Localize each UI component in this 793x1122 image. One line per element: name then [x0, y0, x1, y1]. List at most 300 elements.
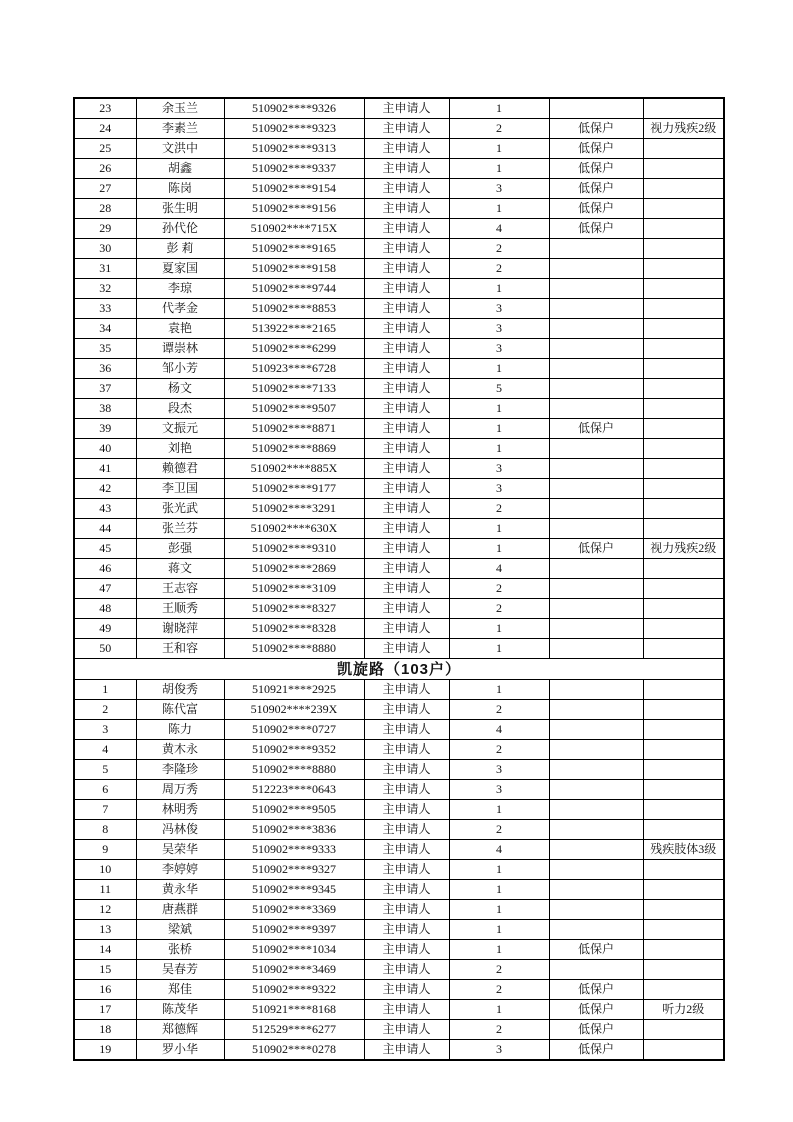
cell-row-number: 35: [74, 339, 136, 359]
cell-applicant-name: 谢晓萍: [136, 619, 224, 639]
cell-applicant-name: 杨文: [136, 379, 224, 399]
cell-applicant-type: 主申请人: [364, 599, 449, 619]
cell-row-number: 48: [74, 599, 136, 619]
cell-row-number: 49: [74, 619, 136, 639]
cell-applicant-type: 主申请人: [364, 119, 449, 139]
cell-applicant-type: 主申请人: [364, 559, 449, 579]
cell-id-number: 510902****9352: [224, 740, 364, 760]
cell-row-number: 16: [74, 980, 136, 1000]
cell-disability-remark: [643, 820, 724, 840]
cell-applicant-type: 主申请人: [364, 259, 449, 279]
cell-applicant-type: 主申请人: [364, 159, 449, 179]
cell-row-number: 3: [74, 720, 136, 740]
cell-row-number: 1: [74, 680, 136, 700]
cell-household-count: 2: [449, 239, 549, 259]
cell-row-number: 31: [74, 259, 136, 279]
cell-applicant-name: 李素兰: [136, 119, 224, 139]
cell-household-count: 3: [449, 339, 549, 359]
cell-applicant-type: 主申请人: [364, 419, 449, 439]
table-row: [74, 219, 724, 239]
cell-applicant-type: 主申请人: [364, 399, 449, 419]
cell-disability-remark: [643, 299, 724, 319]
cell-id-number: 510902****3109: [224, 579, 364, 599]
table-row: [74, 1020, 724, 1040]
cell-household-count: 2: [449, 960, 549, 980]
cell-welfare-status: [549, 619, 643, 639]
table-row: [74, 740, 724, 760]
table-row: [74, 119, 724, 139]
cell-applicant-name: 吴春芳: [136, 960, 224, 980]
cell-applicant-type: 主申请人: [364, 700, 449, 720]
cell-household-count: 1: [449, 359, 549, 379]
cell-row-number: 25: [74, 139, 136, 159]
cell-applicant-type: 主申请人: [364, 359, 449, 379]
table-row: [74, 840, 724, 860]
cell-household-count: 1: [449, 1000, 549, 1020]
cell-id-number: 510902****9345: [224, 880, 364, 900]
cell-applicant-type: 主申请人: [364, 980, 449, 1000]
cell-applicant-name: 蒋文: [136, 559, 224, 579]
cell-welfare-status: [549, 860, 643, 880]
cell-welfare-status: [549, 720, 643, 740]
table-row: [74, 760, 724, 780]
section-title: 凯旋路（103户）: [74, 659, 724, 680]
cell-disability-remark: [643, 419, 724, 439]
cell-row-number: 10: [74, 860, 136, 880]
cell-id-number: 510902****0727: [224, 720, 364, 740]
cell-applicant-name: 梁斌: [136, 920, 224, 940]
table-row: [74, 960, 724, 980]
cell-applicant-type: 主申请人: [364, 459, 449, 479]
cell-id-number: 510902****9154: [224, 179, 364, 199]
cell-household-count: 1: [449, 920, 549, 940]
table-row: [74, 279, 724, 299]
cell-household-count: 1: [449, 98, 549, 119]
cell-disability-remark: [643, 700, 724, 720]
cell-row-number: 34: [74, 319, 136, 339]
cell-disability-remark: [643, 179, 724, 199]
table-row: [74, 880, 724, 900]
table-row: [74, 1000, 724, 1020]
cell-row-number: 19: [74, 1040, 136, 1061]
cell-household-count: 3: [449, 299, 549, 319]
cell-applicant-name: 刘艳: [136, 439, 224, 459]
cell-applicant-name: 李隆珍: [136, 760, 224, 780]
table-row: [74, 459, 724, 479]
cell-welfare-status: [549, 920, 643, 940]
cell-household-count: 3: [449, 760, 549, 780]
cell-row-number: 7: [74, 800, 136, 820]
cell-applicant-type: 主申请人: [364, 740, 449, 760]
cell-disability-remark: [643, 900, 724, 920]
cell-welfare-status: [549, 599, 643, 619]
cell-disability-remark: [643, 880, 724, 900]
cell-disability-remark: [643, 720, 724, 740]
cell-id-number: 510902****8880: [224, 639, 364, 659]
cell-welfare-status: [549, 519, 643, 539]
cell-row-number: 36: [74, 359, 136, 379]
cell-applicant-type: 主申请人: [364, 1000, 449, 1020]
table-row: [74, 159, 724, 179]
cell-household-count: 1: [449, 159, 549, 179]
cell-disability-remark: [643, 98, 724, 119]
cell-welfare-status: [549, 680, 643, 700]
cell-welfare-status: [549, 639, 643, 659]
cell-welfare-status: [549, 259, 643, 279]
cell-household-count: 1: [449, 439, 549, 459]
table-row: [74, 599, 724, 619]
cell-household-count: 4: [449, 559, 549, 579]
cell-applicant-type: 主申请人: [364, 639, 449, 659]
cell-household-count: 4: [449, 840, 549, 860]
cell-row-number: 47: [74, 579, 136, 599]
cell-household-count: 3: [449, 780, 549, 800]
cell-applicant-type: 主申请人: [364, 820, 449, 840]
cell-disability-remark: [643, 239, 724, 259]
cell-disability-remark: [643, 159, 724, 179]
cell-applicant-name: 袁艳: [136, 319, 224, 339]
cell-applicant-name: 郑佳: [136, 980, 224, 1000]
cell-id-number: 512529****6277: [224, 1020, 364, 1040]
cell-disability-remark: 视力残疾2级: [643, 539, 724, 559]
cell-row-number: 42: [74, 479, 136, 499]
cell-disability-remark: [643, 1020, 724, 1040]
table-row: [74, 940, 724, 960]
cell-id-number: 510921****8168: [224, 1000, 364, 1020]
cell-applicant-name: 彭强: [136, 539, 224, 559]
cell-disability-remark: [643, 519, 724, 539]
cell-applicant-type: 主申请人: [364, 98, 449, 119]
cell-applicant-name: 谭崇林: [136, 339, 224, 359]
cell-row-number: 23: [74, 98, 136, 119]
cell-applicant-type: 主申请人: [364, 920, 449, 940]
cell-welfare-status: 低保户: [549, 199, 643, 219]
cell-welfare-status: 低保户: [549, 179, 643, 199]
cell-id-number: 510902****6299: [224, 339, 364, 359]
cell-disability-remark: [643, 680, 724, 700]
cell-id-number: 510902****3469: [224, 960, 364, 980]
cell-welfare-status: [549, 559, 643, 579]
cell-welfare-status: 低保户: [549, 1000, 643, 1020]
cell-applicant-name: 赖德君: [136, 459, 224, 479]
cell-welfare-status: [549, 900, 643, 920]
applicant-roster-table: [73, 97, 725, 1061]
cell-id-number: 510902****9158: [224, 259, 364, 279]
cell-row-number: 11: [74, 880, 136, 900]
cell-household-count: 3: [449, 179, 549, 199]
cell-welfare-status: [549, 399, 643, 419]
table-row: [74, 559, 724, 579]
cell-applicant-name: 代孝金: [136, 299, 224, 319]
cell-welfare-status: [549, 840, 643, 860]
cell-id-number: 510902****3369: [224, 900, 364, 920]
table-row: [74, 299, 724, 319]
cell-applicant-name: 段杰: [136, 399, 224, 419]
cell-row-number: 6: [74, 780, 136, 800]
cell-applicant-name: 彭 莉: [136, 239, 224, 259]
cell-row-number: 5: [74, 760, 136, 780]
cell-applicant-type: 主申请人: [364, 479, 449, 499]
cell-applicant-type: 主申请人: [364, 780, 449, 800]
cell-applicant-name: 郑德辉: [136, 1020, 224, 1040]
table-row: [74, 680, 724, 700]
cell-row-number: 27: [74, 179, 136, 199]
cell-row-number: 17: [74, 1000, 136, 1020]
cell-row-number: 41: [74, 459, 136, 479]
cell-disability-remark: [643, 800, 724, 820]
table-row: [74, 1040, 724, 1061]
cell-id-number: 510902****9313: [224, 139, 364, 159]
cell-disability-remark: 听力2级: [643, 1000, 724, 1020]
cell-household-count: 2: [449, 700, 549, 720]
cell-disability-remark: [643, 599, 724, 619]
cell-disability-remark: [643, 619, 724, 639]
cell-id-number: 510902****9327: [224, 860, 364, 880]
cell-row-number: 14: [74, 940, 136, 960]
cell-household-count: 4: [449, 720, 549, 740]
cell-applicant-type: 主申请人: [364, 579, 449, 599]
cell-applicant-name: 张兰芬: [136, 519, 224, 539]
cell-applicant-name: 唐燕群: [136, 900, 224, 920]
cell-household-count: 1: [449, 800, 549, 820]
cell-applicant-type: 主申请人: [364, 1040, 449, 1061]
cell-applicant-name: 文洪中: [136, 139, 224, 159]
cell-id-number: 513922****2165: [224, 319, 364, 339]
cell-row-number: 43: [74, 499, 136, 519]
cell-id-number: 510902****9322: [224, 980, 364, 1000]
cell-row-number: 39: [74, 419, 136, 439]
cell-id-number: 510902****239X: [224, 700, 364, 720]
cell-applicant-name: 林明秀: [136, 800, 224, 820]
cell-row-number: 4: [74, 740, 136, 760]
table-row: [74, 920, 724, 940]
cell-id-number: 510902****630X: [224, 519, 364, 539]
cell-welfare-status: 低保户: [549, 419, 643, 439]
table-row: [74, 539, 724, 559]
cell-id-number: 510902****8880: [224, 760, 364, 780]
table-row: [74, 700, 724, 720]
cell-welfare-status: [549, 479, 643, 499]
cell-applicant-type: 主申请人: [364, 239, 449, 259]
cell-applicant-name: 孙代伦: [136, 219, 224, 239]
cell-applicant-type: 主申请人: [364, 379, 449, 399]
cell-applicant-type: 主申请人: [364, 880, 449, 900]
cell-id-number: 510902****9323: [224, 119, 364, 139]
cell-applicant-name: 胡鑫: [136, 159, 224, 179]
cell-applicant-name: 李琼: [136, 279, 224, 299]
cell-row-number: 13: [74, 920, 136, 940]
cell-disability-remark: [643, 1040, 724, 1061]
table-row: [74, 720, 724, 740]
cell-row-number: 46: [74, 559, 136, 579]
cell-welfare-status: [549, 780, 643, 800]
cell-id-number: 510902****8869: [224, 439, 364, 459]
cell-household-count: 2: [449, 119, 549, 139]
cell-id-number: 510902****8327: [224, 599, 364, 619]
cell-applicant-type: 主申请人: [364, 279, 449, 299]
table-row: [74, 439, 724, 459]
cell-applicant-name: 张光武: [136, 499, 224, 519]
cell-id-number: 510902****715X: [224, 219, 364, 239]
cell-row-number: 26: [74, 159, 136, 179]
table-row: [74, 980, 724, 1000]
cell-id-number: 510902****8871: [224, 419, 364, 439]
cell-applicant-type: 主申请人: [364, 319, 449, 339]
cell-disability-remark: [643, 940, 724, 960]
cell-welfare-status: 低保户: [549, 940, 643, 960]
cell-applicant-type: 主申请人: [364, 960, 449, 980]
cell-applicant-type: 主申请人: [364, 219, 449, 239]
cell-row-number: 30: [74, 239, 136, 259]
cell-disability-remark: [643, 920, 724, 940]
cell-applicant-type: 主申请人: [364, 619, 449, 639]
cell-welfare-status: [549, 98, 643, 119]
cell-household-count: 1: [449, 680, 549, 700]
cell-applicant-name: 罗小华: [136, 1040, 224, 1061]
cell-applicant-name: 邹小芳: [136, 359, 224, 379]
cell-disability-remark: [643, 219, 724, 239]
table-row: [74, 499, 724, 519]
cell-applicant-type: 主申请人: [364, 760, 449, 780]
cell-disability-remark: [643, 259, 724, 279]
cell-household-count: 1: [449, 900, 549, 920]
cell-applicant-type: 主申请人: [364, 179, 449, 199]
cell-disability-remark: [643, 319, 724, 339]
cell-row-number: 8: [74, 820, 136, 840]
cell-household-count: 1: [449, 139, 549, 159]
cell-applicant-type: 主申请人: [364, 499, 449, 519]
cell-applicant-type: 主申请人: [364, 339, 449, 359]
table-row: [74, 619, 724, 639]
table-row: [74, 820, 724, 840]
cell-id-number: 510902****9177: [224, 479, 364, 499]
cell-household-count: 3: [449, 1040, 549, 1061]
table-row: [74, 900, 724, 920]
table-row: [74, 479, 724, 499]
cell-row-number: 50: [74, 639, 136, 659]
cell-disability-remark: [643, 359, 724, 379]
cell-applicant-type: 主申请人: [364, 199, 449, 219]
cell-disability-remark: [643, 499, 724, 519]
cell-row-number: 18: [74, 1020, 136, 1040]
cell-id-number: 510902****9165: [224, 239, 364, 259]
cell-disability-remark: [643, 279, 724, 299]
cell-applicant-name: 周万秀: [136, 780, 224, 800]
cell-disability-remark: [643, 960, 724, 980]
cell-welfare-status: [549, 379, 643, 399]
cell-household-count: 2: [449, 820, 549, 840]
cell-welfare-status: 低保户: [549, 980, 643, 1000]
cell-applicant-type: 主申请人: [364, 800, 449, 820]
cell-id-number: 510902****885X: [224, 459, 364, 479]
cell-applicant-name: 陈茂华: [136, 1000, 224, 1020]
cell-applicant-name: 陈岗: [136, 179, 224, 199]
cell-applicant-name: 陈力: [136, 720, 224, 740]
cell-applicant-type: 主申请人: [364, 680, 449, 700]
cell-welfare-status: [549, 880, 643, 900]
cell-household-count: 1: [449, 519, 549, 539]
cell-disability-remark: [643, 980, 724, 1000]
cell-welfare-status: 低保户: [549, 1020, 643, 1040]
cell-disability-remark: [643, 199, 724, 219]
cell-id-number: 510902****0278: [224, 1040, 364, 1061]
cell-row-number: 45: [74, 539, 136, 559]
cell-id-number: 510902****9505: [224, 800, 364, 820]
cell-household-count: 1: [449, 639, 549, 659]
table-row: [74, 199, 724, 219]
cell-welfare-status: [549, 820, 643, 840]
cell-id-number: 510902****9156: [224, 199, 364, 219]
table-row: [74, 319, 724, 339]
cell-disability-remark: [643, 439, 724, 459]
cell-id-number: 510902****3291: [224, 499, 364, 519]
cell-welfare-status: [549, 960, 643, 980]
cell-household-count: 3: [449, 319, 549, 339]
cell-id-number: 510902****9744: [224, 279, 364, 299]
cell-disability-remark: [643, 740, 724, 760]
cell-welfare-status: 低保户: [549, 119, 643, 139]
cell-welfare-status: 低保户: [549, 219, 643, 239]
table-body: [74, 98, 724, 1060]
table-row: [74, 780, 724, 800]
cell-applicant-type: 主申请人: [364, 840, 449, 860]
cell-applicant-name: 黄木永: [136, 740, 224, 760]
cell-id-number: 510902****2869: [224, 559, 364, 579]
cell-row-number: 38: [74, 399, 136, 419]
cell-id-number: 510902****8853: [224, 299, 364, 319]
cell-welfare-status: 低保户: [549, 159, 643, 179]
cell-household-count: 1: [449, 619, 549, 639]
cell-applicant-name: 王顺秀: [136, 599, 224, 619]
table-row: [74, 339, 724, 359]
cell-applicant-type: 主申请人: [364, 139, 449, 159]
cell-disability-remark: [643, 780, 724, 800]
cell-welfare-status: 低保户: [549, 1040, 643, 1061]
cell-row-number: 32: [74, 279, 136, 299]
cell-applicant-name: 李卫国: [136, 479, 224, 499]
cell-row-number: 44: [74, 519, 136, 539]
cell-applicant-type: 主申请人: [364, 519, 449, 539]
cell-welfare-status: [549, 800, 643, 820]
cell-household-count: 2: [449, 1020, 549, 1040]
table-row: [74, 639, 724, 659]
cell-applicant-name: 王和容: [136, 639, 224, 659]
cell-applicant-type: 主申请人: [364, 900, 449, 920]
table-row: [74, 139, 724, 159]
cell-welfare-status: 低保户: [549, 139, 643, 159]
cell-welfare-status: 低保户: [549, 539, 643, 559]
cell-applicant-type: 主申请人: [364, 860, 449, 880]
cell-id-number: 510902****3836: [224, 820, 364, 840]
cell-applicant-type: 主申请人: [364, 299, 449, 319]
cell-row-number: 37: [74, 379, 136, 399]
cell-id-number: 512223****0643: [224, 780, 364, 800]
cell-welfare-status: [549, 279, 643, 299]
cell-applicant-name: 冯林俊: [136, 820, 224, 840]
cell-row-number: 28: [74, 199, 136, 219]
cell-id-number: 510902****9337: [224, 159, 364, 179]
cell-household-count: 1: [449, 880, 549, 900]
cell-row-number: 24: [74, 119, 136, 139]
cell-household-count: 1: [449, 419, 549, 439]
cell-household-count: 3: [449, 459, 549, 479]
cell-applicant-name: 文振元: [136, 419, 224, 439]
cell-applicant-name: 胡俊秀: [136, 680, 224, 700]
cell-household-count: 3: [449, 479, 549, 499]
table-row: [74, 579, 724, 599]
table-row: [74, 399, 724, 419]
cell-welfare-status: [549, 700, 643, 720]
